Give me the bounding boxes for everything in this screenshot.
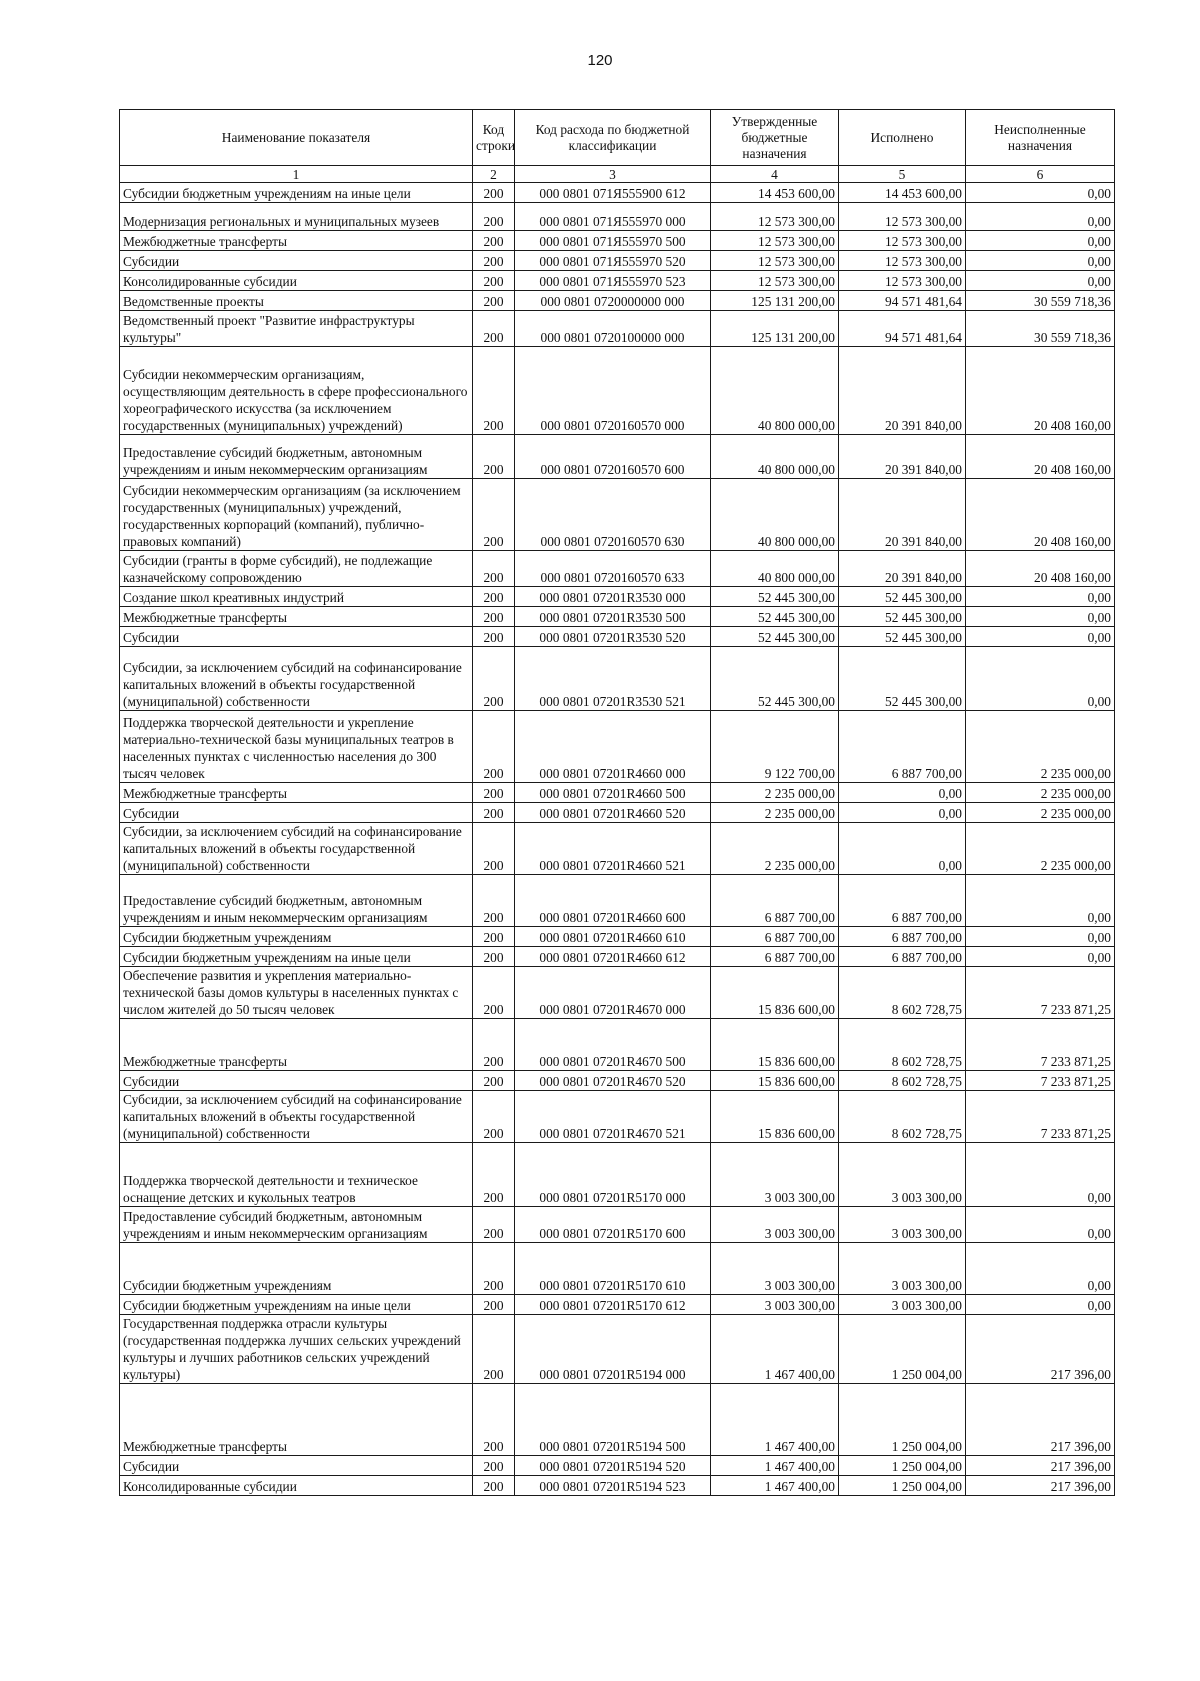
row-name-cell: Консолидированные субсидии xyxy=(120,271,473,291)
row-unexecuted-cell: 0,00 xyxy=(966,231,1115,251)
header-executed: Исполнено xyxy=(839,110,966,166)
row-unexecuted-cell: 2 235 000,00 xyxy=(966,783,1115,803)
header-line-code: Код строки xyxy=(473,110,515,166)
row-expense-code-cell: 000 0801 07201R5170 600 xyxy=(515,1207,711,1243)
row-line-code-cell: 200 xyxy=(473,1295,515,1315)
row-approved-cell: 15 836 600,00 xyxy=(711,1019,839,1071)
row-line-code-cell: 200 xyxy=(473,875,515,927)
row-approved-cell: 40 800 000,00 xyxy=(711,551,839,587)
row-executed-cell: 12 573 300,00 xyxy=(839,203,966,231)
row-unexecuted-cell: 2 235 000,00 xyxy=(966,823,1115,875)
table-row xyxy=(120,1295,1115,1315)
row-expense-code-cell: 000 0801 07201R3530 520 xyxy=(515,627,711,647)
row-approved-cell: 15 836 600,00 xyxy=(711,967,839,1019)
row-line-code-cell: 200 xyxy=(473,711,515,783)
row-name-cell: Субсидии xyxy=(120,803,473,823)
row-name-cell: Предоставление субсидий бюджетным, автономным учреждениям и иным некоммерческим организациям xyxy=(120,1207,473,1243)
row-line-code-cell: 200 xyxy=(473,435,515,479)
table-row xyxy=(120,947,1115,967)
row-unexecuted-cell: 217 396,00 xyxy=(966,1315,1115,1384)
row-executed-cell: 12 573 300,00 xyxy=(839,231,966,251)
table-row xyxy=(120,627,1115,647)
column-number: 1 xyxy=(120,166,473,183)
header-unexecuted: Неисполненные назначения xyxy=(966,110,1115,166)
table-row xyxy=(120,347,1115,435)
row-executed-cell: 8 602 728,75 xyxy=(839,967,966,1019)
row-unexecuted-cell: 0,00 xyxy=(966,1243,1115,1295)
row-approved-cell: 52 445 300,00 xyxy=(711,627,839,647)
row-unexecuted-cell: 2 235 000,00 xyxy=(966,711,1115,783)
table-row xyxy=(120,1476,1115,1496)
row-executed-cell: 1 250 004,00 xyxy=(839,1315,966,1384)
row-line-code-cell: 200 xyxy=(473,1456,515,1476)
row-executed-cell: 52 445 300,00 xyxy=(839,607,966,627)
row-expense-code-cell: 000 0801 07201R4670 000 xyxy=(515,967,711,1019)
page-number: 120 xyxy=(587,52,613,69)
row-executed-cell: 8 602 728,75 xyxy=(839,1019,966,1071)
budget-execution-table xyxy=(119,109,1115,1496)
table-row xyxy=(120,479,1115,551)
row-approved-cell: 2 235 000,00 xyxy=(711,803,839,823)
row-approved-cell: 12 573 300,00 xyxy=(711,251,839,271)
row-approved-cell: 3 003 300,00 xyxy=(711,1243,839,1295)
table-row xyxy=(120,711,1115,783)
row-approved-cell: 6 887 700,00 xyxy=(711,947,839,967)
row-unexecuted-cell: 0,00 xyxy=(966,203,1115,231)
row-executed-cell: 52 445 300,00 xyxy=(839,627,966,647)
row-executed-cell: 3 003 300,00 xyxy=(839,1295,966,1315)
table-row xyxy=(120,1456,1115,1476)
row-expense-code-cell: 000 0801 07201R4660 520 xyxy=(515,803,711,823)
row-expense-code-cell: 000 0801 0720160570 600 xyxy=(515,435,711,479)
row-approved-cell: 12 573 300,00 xyxy=(711,271,839,291)
row-line-code-cell: 200 xyxy=(473,1243,515,1295)
column-number: 4 xyxy=(711,166,839,183)
row-approved-cell: 1 467 400,00 xyxy=(711,1476,839,1496)
row-unexecuted-cell: 7 233 871,25 xyxy=(966,967,1115,1019)
row-unexecuted-cell: 217 396,00 xyxy=(966,1456,1115,1476)
row-line-code-cell: 200 xyxy=(473,803,515,823)
row-line-code-cell: 200 xyxy=(473,783,515,803)
row-executed-cell: 6 887 700,00 xyxy=(839,927,966,947)
row-executed-cell: 6 887 700,00 xyxy=(839,947,966,967)
row-expense-code-cell: 000 0801 07201R4660 000 xyxy=(515,711,711,783)
row-unexecuted-cell: 7 233 871,25 xyxy=(966,1071,1115,1091)
row-unexecuted-cell: 0,00 xyxy=(966,647,1115,711)
row-unexecuted-cell: 0,00 xyxy=(966,607,1115,627)
row-unexecuted-cell: 0,00 xyxy=(966,1143,1115,1207)
row-expense-code-cell: 000 0801 07201R4660 610 xyxy=(515,927,711,947)
table-row xyxy=(120,1243,1115,1295)
row-expense-code-cell: 000 0801 0720160570 630 xyxy=(515,479,711,551)
row-name-cell: Субсидии бюджетным учреждениям на иные цели xyxy=(120,947,473,967)
row-name-cell: Субсидии бюджетным учреждениям xyxy=(120,1243,473,1295)
row-expense-code-cell: 000 0801 07201R5194 523 xyxy=(515,1476,711,1496)
row-approved-cell: 12 573 300,00 xyxy=(711,231,839,251)
row-unexecuted-cell: 0,00 xyxy=(966,947,1115,967)
row-line-code-cell: 200 xyxy=(473,947,515,967)
header-approved: Утвержденные бюджетные назначения xyxy=(711,110,839,166)
row-executed-cell: 8 602 728,75 xyxy=(839,1071,966,1091)
table-row xyxy=(120,823,1115,875)
row-executed-cell: 94 571 481,64 xyxy=(839,311,966,347)
row-name-cell: Обеспечение развития и укрепления материально-технической базы домов культуры в населенных пунктах с числом жителей до 50 тысяч человек xyxy=(120,967,473,1019)
row-approved-cell: 52 445 300,00 xyxy=(711,607,839,627)
table-row xyxy=(120,1384,1115,1456)
table-row xyxy=(120,967,1115,1019)
row-name-cell: Поддержка творческой деятельности и техническое оснащение детских и кукольных театров xyxy=(120,1143,473,1207)
table-header-row xyxy=(120,110,1115,166)
row-approved-cell: 15 836 600,00 xyxy=(711,1091,839,1143)
row-expense-code-cell: 000 0801 0720160570 000 xyxy=(515,347,711,435)
row-expense-code-cell: 000 0801 07201R3530 521 xyxy=(515,647,711,711)
row-line-code-cell: 200 xyxy=(473,1019,515,1071)
row-line-code-cell: 200 xyxy=(473,587,515,607)
table-row xyxy=(120,783,1115,803)
row-unexecuted-cell: 20 408 160,00 xyxy=(966,347,1115,435)
row-line-code-cell: 200 xyxy=(473,231,515,251)
row-executed-cell: 20 391 840,00 xyxy=(839,551,966,587)
row-approved-cell: 3 003 300,00 xyxy=(711,1295,839,1315)
row-name-cell: Субсидии бюджетным учреждениям xyxy=(120,927,473,947)
row-executed-cell: 3 003 300,00 xyxy=(839,1143,966,1207)
row-approved-cell: 40 800 000,00 xyxy=(711,479,839,551)
row-approved-cell: 15 836 600,00 xyxy=(711,1071,839,1091)
row-line-code-cell: 200 xyxy=(473,551,515,587)
table-row xyxy=(120,875,1115,927)
table-row xyxy=(120,587,1115,607)
row-unexecuted-cell: 20 408 160,00 xyxy=(966,551,1115,587)
table-row xyxy=(120,1019,1115,1071)
row-name-cell: Субсидии xyxy=(120,627,473,647)
row-approved-cell: 125 131 200,00 xyxy=(711,291,839,311)
row-unexecuted-cell: 0,00 xyxy=(966,1207,1115,1243)
row-name-cell: Субсидии (гранты в форме субсидий), не подлежащие казначейскому сопровождению xyxy=(120,551,473,587)
row-approved-cell: 2 235 000,00 xyxy=(711,783,839,803)
table-row xyxy=(120,251,1115,271)
row-approved-cell: 3 003 300,00 xyxy=(711,1207,839,1243)
row-executed-cell: 6 887 700,00 xyxy=(839,875,966,927)
row-name-cell: Субсидии бюджетным учреждениям на иные цели xyxy=(120,183,473,203)
row-expense-code-cell: 000 0801 07201R4670 521 xyxy=(515,1091,711,1143)
row-line-code-cell: 200 xyxy=(473,1091,515,1143)
row-approved-cell: 6 887 700,00 xyxy=(711,927,839,947)
row-expense-code-cell: 000 0801 07201R4670 500 xyxy=(515,1019,711,1071)
row-name-cell: Предоставление субсидий бюджетным, автономным учреждениям и иным некоммерческим организациям xyxy=(120,435,473,479)
row-unexecuted-cell: 20 408 160,00 xyxy=(966,435,1115,479)
row-expense-code-cell: 000 0801 0720160570 633 xyxy=(515,551,711,587)
row-expense-code-cell: 000 0801 071Я555970 523 xyxy=(515,271,711,291)
row-unexecuted-cell: 0,00 xyxy=(966,251,1115,271)
row-line-code-cell: 200 xyxy=(473,311,515,347)
row-expense-code-cell: 000 0801 07201R5170 000 xyxy=(515,1143,711,1207)
row-line-code-cell: 200 xyxy=(473,647,515,711)
row-approved-cell: 3 003 300,00 xyxy=(711,1143,839,1207)
table-row xyxy=(120,607,1115,627)
row-line-code-cell: 200 xyxy=(473,251,515,271)
row-name-cell: Государственная поддержка отрасли культуры (государственная поддержка лучших сельских учреждений культуры и лучших работников сельских учреждений культуры) xyxy=(120,1315,473,1384)
row-name-cell: Субсидии бюджетным учреждениям на иные цели xyxy=(120,1295,473,1315)
row-line-code-cell: 200 xyxy=(473,607,515,627)
row-line-code-cell: 200 xyxy=(473,347,515,435)
row-unexecuted-cell: 217 396,00 xyxy=(966,1384,1115,1456)
column-number: 6 xyxy=(966,166,1115,183)
table-row xyxy=(120,1091,1115,1143)
row-expense-code-cell: 000 0801 071Я555900 612 xyxy=(515,183,711,203)
table-row xyxy=(120,435,1115,479)
row-expense-code-cell: 000 0801 07201R4660 500 xyxy=(515,783,711,803)
row-name-cell: Субсидии некоммерческим организациям (за исключением государственных (муниципальных) учреждений, государственных корпораций (компаний), публично-правовых компаний) xyxy=(120,479,473,551)
table-row xyxy=(120,231,1115,251)
row-line-code-cell: 200 xyxy=(473,967,515,1019)
row-executed-cell: 0,00 xyxy=(839,823,966,875)
row-name-cell: Субсидии некоммерческим организациям, осуществляющим деятельность в сфере профессионального хореографического искусства (за исключением государственных (муниципальных) учреждений) xyxy=(120,347,473,435)
row-name-cell: Консолидированные субсидии xyxy=(120,1476,473,1496)
row-executed-cell: 1 250 004,00 xyxy=(839,1476,966,1496)
row-executed-cell: 3 003 300,00 xyxy=(839,1207,966,1243)
table-row xyxy=(120,647,1115,711)
row-approved-cell: 40 800 000,00 xyxy=(711,435,839,479)
row-approved-cell: 6 887 700,00 xyxy=(711,875,839,927)
row-name-cell: Субсидии xyxy=(120,1456,473,1476)
row-line-code-cell: 200 xyxy=(473,627,515,647)
row-name-cell: Межбюджетные трансферты xyxy=(120,607,473,627)
header-name: Наименование показателя xyxy=(120,110,473,166)
row-executed-cell: 52 445 300,00 xyxy=(839,647,966,711)
row-expense-code-cell: 000 0801 07201R3530 000 xyxy=(515,587,711,607)
row-unexecuted-cell: 0,00 xyxy=(966,875,1115,927)
row-line-code-cell: 200 xyxy=(473,1384,515,1456)
row-expense-code-cell: 000 0801 07201R4660 600 xyxy=(515,875,711,927)
row-name-cell: Субсидии xyxy=(120,251,473,271)
row-executed-cell: 0,00 xyxy=(839,783,966,803)
row-executed-cell: 8 602 728,75 xyxy=(839,1091,966,1143)
row-executed-cell: 12 573 300,00 xyxy=(839,271,966,291)
row-line-code-cell: 200 xyxy=(473,203,515,231)
row-name-cell: Межбюджетные трансферты xyxy=(120,231,473,251)
table-row xyxy=(120,1207,1115,1243)
row-executed-cell: 1 250 004,00 xyxy=(839,1384,966,1456)
row-executed-cell: 94 571 481,64 xyxy=(839,291,966,311)
row-unexecuted-cell: 7 233 871,25 xyxy=(966,1019,1115,1071)
row-approved-cell: 52 445 300,00 xyxy=(711,647,839,711)
row-name-cell: Поддержка творческой деятельности и укрепление материально-технической базы муниципальных театров в населенных пунктах с численностью населения до 300 тысяч человек xyxy=(120,711,473,783)
row-unexecuted-cell: 30 559 718,36 xyxy=(966,291,1115,311)
row-approved-cell: 40 800 000,00 xyxy=(711,347,839,435)
row-expense-code-cell: 000 0801 071Я555970 000 xyxy=(515,203,711,231)
row-executed-cell: 20 391 840,00 xyxy=(839,479,966,551)
row-executed-cell: 3 003 300,00 xyxy=(839,1243,966,1295)
table-row xyxy=(120,311,1115,347)
row-unexecuted-cell: 0,00 xyxy=(966,183,1115,203)
row-line-code-cell: 200 xyxy=(473,291,515,311)
row-approved-cell: 52 445 300,00 xyxy=(711,587,839,607)
row-unexecuted-cell: 2 235 000,00 xyxy=(966,803,1115,823)
row-expense-code-cell: 000 0801 0720000000 000 xyxy=(515,291,711,311)
row-expense-code-cell: 000 0801 07201R5170 612 xyxy=(515,1295,711,1315)
row-unexecuted-cell: 20 408 160,00 xyxy=(966,479,1115,551)
row-expense-code-cell: 000 0801 07201R4660 521 xyxy=(515,823,711,875)
row-line-code-cell: 200 xyxy=(473,1207,515,1243)
row-unexecuted-cell: 0,00 xyxy=(966,1295,1115,1315)
row-name-cell: Межбюджетные трансферты xyxy=(120,1384,473,1456)
row-executed-cell: 0,00 xyxy=(839,803,966,823)
row-unexecuted-cell: 0,00 xyxy=(966,927,1115,947)
table-row xyxy=(120,803,1115,823)
row-name-cell: Субсидии, за исключением субсидий на софинансирование капитальных вложений в объекты государственной (муниципальной) собственности xyxy=(120,647,473,711)
row-executed-cell: 12 573 300,00 xyxy=(839,251,966,271)
row-line-code-cell: 200 xyxy=(473,1143,515,1207)
row-name-cell: Модернизация региональных и муниципальных музеев xyxy=(120,203,473,231)
table-row xyxy=(120,551,1115,587)
row-expense-code-cell: 000 0801 07201R5194 500 xyxy=(515,1384,711,1456)
row-approved-cell: 14 453 600,00 xyxy=(711,183,839,203)
row-expense-code-cell: 000 0801 071Я555970 520 xyxy=(515,251,711,271)
table-row xyxy=(120,927,1115,947)
row-approved-cell: 2 235 000,00 xyxy=(711,823,839,875)
row-expense-code-cell: 000 0801 07201R5194 520 xyxy=(515,1456,711,1476)
row-approved-cell: 1 467 400,00 xyxy=(711,1315,839,1384)
row-executed-cell: 14 453 600,00 xyxy=(839,183,966,203)
header-expense-code: Код расхода по бюджетной классификации xyxy=(515,110,711,166)
row-expense-code-cell: 000 0801 0720100000 000 xyxy=(515,311,711,347)
row-executed-cell: 6 887 700,00 xyxy=(839,711,966,783)
table-row xyxy=(120,1315,1115,1384)
row-expense-code-cell: 000 0801 071Я555970 500 xyxy=(515,231,711,251)
row-name-cell: Субсидии, за исключением субсидий на софинансирование капитальных вложений в объекты государственной (муниципальной) собственности xyxy=(120,1091,473,1143)
row-expense-code-cell: 000 0801 07201R3530 500 xyxy=(515,607,711,627)
table-body xyxy=(120,183,1115,1496)
table-row xyxy=(120,183,1115,203)
row-name-cell: Предоставление субсидий бюджетным, автономным учреждениям и иным некоммерческим организациям xyxy=(120,875,473,927)
row-name-cell: Субсидии, за исключением субсидий на софинансирование капитальных вложений в объекты государственной (муниципальной) собственности xyxy=(120,823,473,875)
row-unexecuted-cell: 217 396,00 xyxy=(966,1476,1115,1496)
row-approved-cell: 12 573 300,00 xyxy=(711,203,839,231)
row-line-code-cell: 200 xyxy=(473,479,515,551)
row-approved-cell: 1 467 400,00 xyxy=(711,1384,839,1456)
row-unexecuted-cell: 0,00 xyxy=(966,627,1115,647)
row-approved-cell: 1 467 400,00 xyxy=(711,1456,839,1476)
row-expense-code-cell: 000 0801 07201R4670 520 xyxy=(515,1071,711,1091)
row-unexecuted-cell: 30 559 718,36 xyxy=(966,311,1115,347)
row-line-code-cell: 200 xyxy=(473,927,515,947)
table-row xyxy=(120,1143,1115,1207)
row-expense-code-cell: 000 0801 07201R5170 610 xyxy=(515,1243,711,1295)
row-name-cell: Межбюджетные трансферты xyxy=(120,1019,473,1071)
row-expense-code-cell: 000 0801 07201R4660 612 xyxy=(515,947,711,967)
row-approved-cell: 9 122 700,00 xyxy=(711,711,839,783)
row-line-code-cell: 200 xyxy=(473,1476,515,1496)
row-line-code-cell: 200 xyxy=(473,1071,515,1091)
row-line-code-cell: 200 xyxy=(473,271,515,291)
row-name-cell: Создание школ креативных индустрий xyxy=(120,587,473,607)
row-unexecuted-cell: 0,00 xyxy=(966,271,1115,291)
row-line-code-cell: 200 xyxy=(473,823,515,875)
row-executed-cell: 20 391 840,00 xyxy=(839,347,966,435)
row-name-cell: Субсидии xyxy=(120,1071,473,1091)
row-unexecuted-cell: 7 233 871,25 xyxy=(966,1091,1115,1143)
row-name-cell: Ведомственный проект "Развитие инфраструктуры культуры" xyxy=(120,311,473,347)
table-row xyxy=(120,1071,1115,1091)
row-executed-cell: 52 445 300,00 xyxy=(839,587,966,607)
table-row xyxy=(120,203,1115,231)
table-row xyxy=(120,291,1115,311)
row-executed-cell: 20 391 840,00 xyxy=(839,435,966,479)
row-executed-cell: 1 250 004,00 xyxy=(839,1456,966,1476)
column-number: 3 xyxy=(515,166,711,183)
row-line-code-cell: 200 xyxy=(473,183,515,203)
column-number-row xyxy=(120,166,1115,183)
table-row xyxy=(120,271,1115,291)
row-expense-code-cell: 000 0801 07201R5194 000 xyxy=(515,1315,711,1384)
column-number: 5 xyxy=(839,166,966,183)
column-number: 2 xyxy=(473,166,515,183)
row-unexecuted-cell: 0,00 xyxy=(966,587,1115,607)
row-name-cell: Межбюджетные трансферты xyxy=(120,783,473,803)
row-line-code-cell: 200 xyxy=(473,1315,515,1384)
row-approved-cell: 125 131 200,00 xyxy=(711,311,839,347)
row-name-cell: Ведомственные проекты xyxy=(120,291,473,311)
